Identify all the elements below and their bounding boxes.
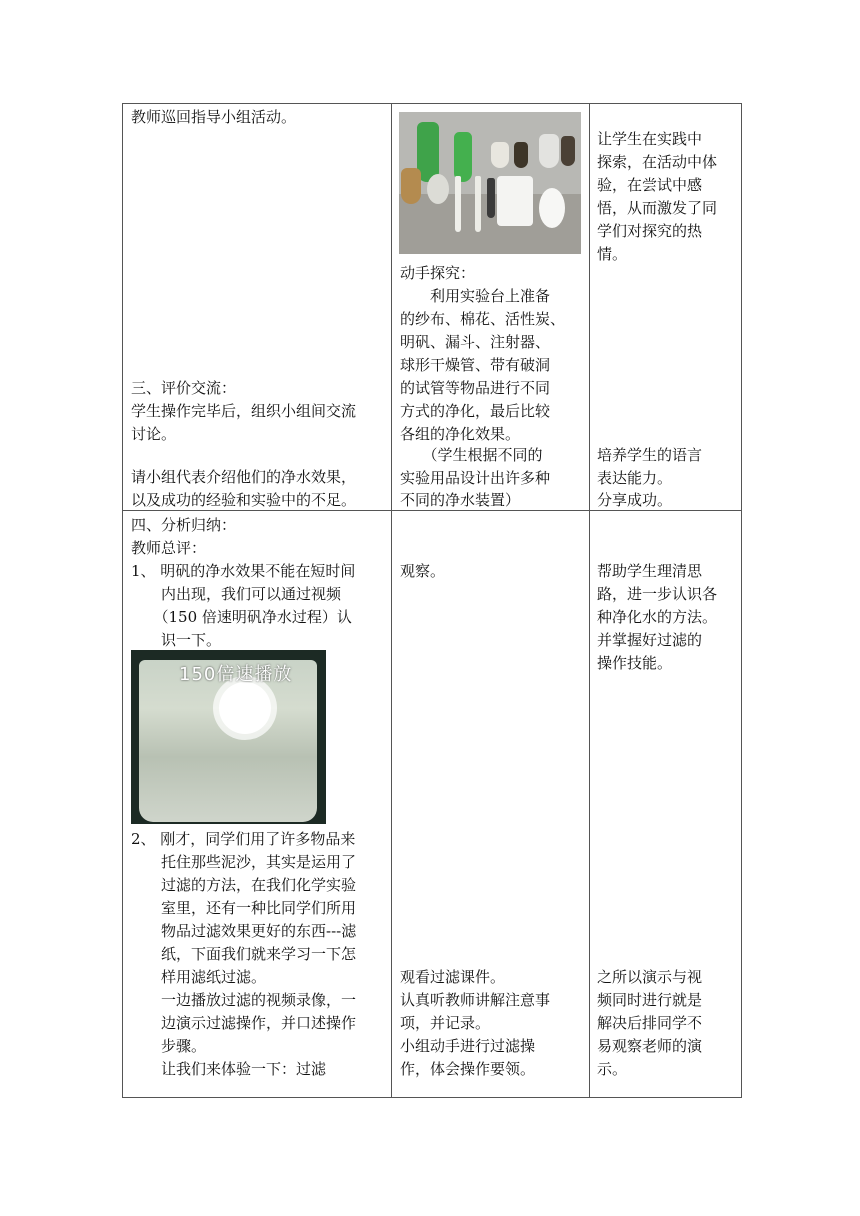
summary-item: 室里，还有一种比同学们所用 (131, 899, 357, 917)
column-divider (589, 104, 590, 1097)
evaluation-text: 学生操作完毕后，组织小组间交流 (131, 402, 357, 420)
purpose-text: 分享成功。 (597, 491, 673, 509)
hands-on-text: 各组的净化效果。 (400, 425, 521, 443)
purpose-text: 易观察老师的演 (597, 1037, 703, 1055)
student-activity-text: 作，体会操作要领。 (400, 1060, 536, 1078)
hands-on-heading: 动手探究： (400, 264, 476, 282)
student-design-text: （学生根据不同的 (400, 446, 543, 464)
teacher-summary-label: 教师总评： (131, 539, 207, 557)
experience-text: 让我们来体验一下：过滤 (131, 1060, 327, 1078)
summary-item: 识一下。 (131, 631, 222, 649)
video-caption: 150倍速播放 (179, 664, 293, 685)
hands-on-text: 方式的净化，最后比较 (400, 402, 551, 420)
purpose-text: 示。 (597, 1060, 628, 1078)
demo-text: 边演示过滤操作，并口述操作 (131, 1014, 357, 1032)
hands-on-text: 的纱布、棉花、活性炭、 (400, 310, 566, 328)
report-text: 以及成功的经验和实验中的不足。 (131, 491, 357, 509)
purpose-text: 探索，在活动中体 (597, 153, 718, 171)
purpose-text: 悟，从而激发了同 (597, 199, 718, 217)
hands-on-text: 利用实验台上准备 (400, 287, 551, 305)
teacher-guidance-text: 教师巡回指导小组活动。 (131, 108, 297, 126)
student-design-text: 实验用品设计出许多种 (400, 469, 551, 487)
purpose-text: 操作技能。 (597, 654, 673, 672)
summary-item: 1、 明矾的净水效果不能在短时间 (131, 562, 356, 580)
student-activity-text: 认真听教师讲解注意事 (400, 991, 551, 1009)
purpose-text: 种净化水的方法。 (597, 608, 718, 626)
summary-item: 内出现，我们可以通过视频 (131, 585, 342, 603)
evaluation-text: 讨论。 (131, 425, 177, 443)
student-activity-text: 项，并记录。 (400, 1014, 491, 1032)
summary-item: 过滤的方法，在我们化学实验 (131, 876, 357, 894)
student-activity-text: 观看过滤课件。 (400, 968, 506, 986)
section-analysis-title: 四、分析归纳： (131, 516, 237, 534)
summary-item: 物品过滤效果更好的东西---滤 (131, 922, 357, 940)
purpose-text: 路，进一步认识各 (597, 585, 718, 603)
hands-on-text: 明矾、漏斗、注射器、 (400, 333, 551, 351)
purpose-text: 让学生在实践中 (597, 130, 703, 148)
purpose-text: 解决后排同学不 (597, 1014, 703, 1032)
summary-item: （150 倍速明矾净水过程）认 (131, 608, 352, 626)
student-activity-text: 小组动手进行过滤操 (400, 1037, 536, 1055)
hands-on-text: 的试管等物品进行不同 (400, 379, 551, 397)
purpose-text: 学们对探究的热 (597, 222, 703, 240)
demo-text: 步骤。 (131, 1037, 207, 1055)
experiment-materials-photo (399, 112, 581, 254)
purpose-text: 培养学生的语言 (597, 446, 703, 464)
demo-text: 一边播放过滤的视频录像，一 (131, 991, 357, 1009)
purpose-text: 表达能力。 (597, 469, 673, 487)
purpose-text: 情。 (597, 245, 628, 263)
purpose-text: 并掌握好过滤的 (597, 631, 703, 649)
column-divider (391, 104, 392, 1097)
summary-item: 2、 刚才，同学们用了许多物品来 (131, 830, 356, 848)
hands-on-text: 球形干燥管、带有破洞 (400, 356, 551, 374)
purpose-text: 验，在尝试中感 (597, 176, 703, 194)
purpose-text: 帮助学生理清思 (597, 562, 703, 580)
report-text: 请小组代表介绍他们的净水效果， (131, 468, 357, 486)
purpose-text: 频同时进行就是 (597, 991, 703, 1009)
observe-text: 观察。 (400, 562, 446, 580)
summary-item: 纸，下面我们就来学习一下怎 (131, 945, 357, 963)
purpose-text: 之所以演示与视 (597, 968, 703, 986)
summary-item: 样用滤纸过滤。 (131, 968, 267, 986)
section-evaluation-title: 三、评价交流： (131, 379, 237, 397)
student-design-text: 不同的净水装置） (400, 491, 521, 509)
summary-item: 托住那些泥沙，其实是运用了 (131, 853, 357, 871)
alum-video-frame (131, 650, 326, 824)
